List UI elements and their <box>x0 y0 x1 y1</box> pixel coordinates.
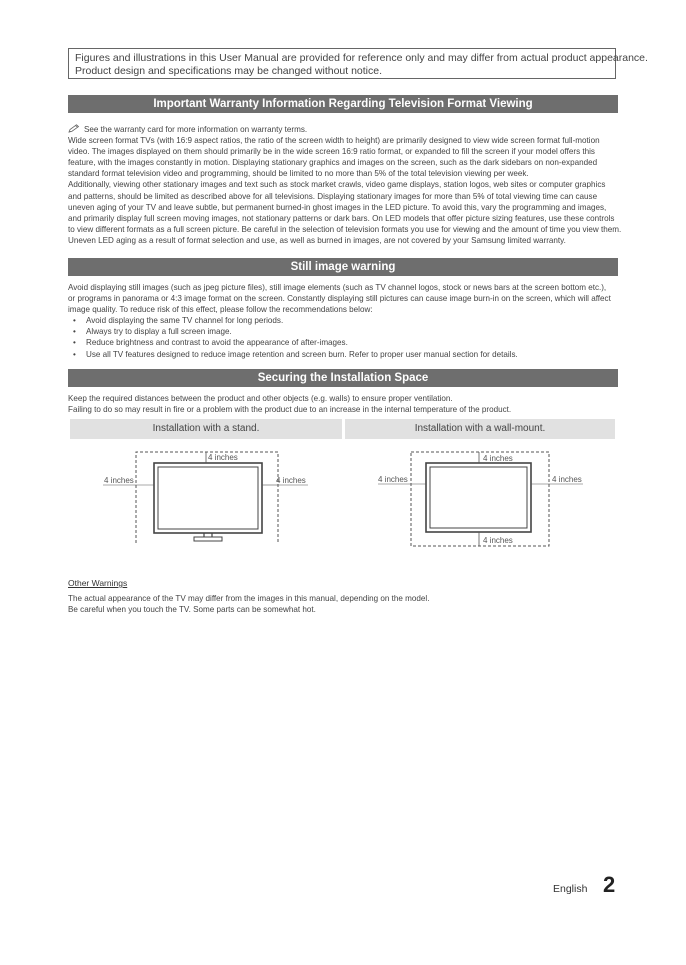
other-warning-line: Be careful when you touch the TV. Some parts can be somewhat hot. <box>68 605 316 615</box>
other-warnings-body <box>68 593 429 615</box>
warranty-line: standard format television video and programming, should be limited to no more than 5% of the total television viewing per week. <box>68 169 529 179</box>
warranty-body <box>68 124 628 246</box>
pencil-note-icon <box>68 124 80 133</box>
warranty-line: Uneven LED aging as a result of format selection and use, as well as burned in images, are not covered by your Samsung limited warranty. <box>68 235 566 245</box>
other-warning-line: The actual appearance of the TV may differ from the images in this manual, depending on the model. <box>68 594 430 603</box>
recommendation-list <box>68 315 628 359</box>
warranty-line: Additionally, viewing other stationary images and text such as stock market crawls, video game displays, station logos, web sites or computer graphics <box>68 180 606 190</box>
installation-body <box>68 393 628 415</box>
warranty-note <box>68 124 628 135</box>
footer-language: English <box>553 883 588 895</box>
tv-stand-base <box>194 537 222 541</box>
right-clearance-label: 4 inches <box>276 476 306 485</box>
list-item: • Always try to display a full screen image. <box>68 326 628 337</box>
still-image-line: or programs in panorama or 4:3 image format on the screen. Constantly displaying still pictures can cause image burn-in on the screen, which will affect <box>68 294 611 304</box>
top-clearance-label: 4 inches <box>483 454 513 463</box>
still-image-heading: Still image warning <box>68 258 618 276</box>
wall-installation-diagram <box>345 445 615 550</box>
warranty-line: uneven aging of your TV and leave subtle, but permanent burned-in ghost images in the LED picture. To avoid this, vary the programming and images, <box>68 202 607 212</box>
wall-install-header: Installation with a wall-mount. <box>345 419 615 439</box>
disclaimer-line-1: Figures and illustrations in this User Manual are provided for reference only and may differ from actual product appearance. <box>75 52 648 64</box>
warranty-line: and primarily display full screen moving images, not stationary patterns or dark bars. On LED models that offer picture sizing features, use these controls <box>68 213 615 223</box>
bottom-clearance-label: 4 inches <box>483 536 513 545</box>
list-item: • Use all TV features designed to reduce image retention and screen burn. Refer to proper user manual section for details. <box>68 349 628 360</box>
warranty-line: to view different formats as a full screen picture. Be careful in the selection of television formats you use for viewing and the amount of time you view them. <box>68 224 622 234</box>
list-item: • Reduce brightness and contrast to avoid the appearance of after-images. <box>68 337 628 348</box>
installation-heading: Securing the Installation Space <box>68 369 618 387</box>
page-number: 2 <box>603 872 616 897</box>
disclaimer-line-2: Product design and specifications may be changed without notice. <box>75 65 383 77</box>
warranty-line: and patterns, should be limited as described above for all televisions. Displaying stationary images for more than 5% of total viewing time can cause <box>68 191 598 201</box>
left-clearance-label: 4 inches <box>378 475 408 484</box>
tv-bezel <box>426 463 531 532</box>
warranty-line: feature, with the images constantly in motion. Displaying stationary graphics and images on the screen, such as the dark sidebars on non-expanded <box>68 158 598 168</box>
installation-line: Failing to do so may result in fire or a problem with the product due to an increase in the internal temperature of the product. <box>68 405 512 415</box>
warranty-line: video. The images displayed on them should primarily be in the wide screen 16:9 ratio format, or expanded to fill the screen if your model offers this <box>68 147 595 157</box>
still-image-line: image quality. To reduce risk of this effect, please follow the recommendations below: <box>68 305 373 315</box>
warranty-heading: Important Warranty Information Regarding Television Format Viewing <box>68 95 618 113</box>
other-warnings-title: Other Warnings <box>68 578 128 588</box>
list-item: • Avoid displaying the same TV channel for long periods. <box>68 315 628 326</box>
right-clearance-label: 4 inches <box>552 475 582 484</box>
disclaimer-box <box>68 48 648 79</box>
warranty-line: Wide screen format TVs (with 16:9 aspect ratios, the ratio of the screen width to height) are primarily designed to view wide screen format full-motion <box>68 136 600 146</box>
warranty-note-text: See the warranty card for more information on warranty terms. <box>84 125 308 134</box>
stand-install-header: Installation with a stand. <box>70 419 342 439</box>
tv-bezel <box>154 463 262 533</box>
installation-line: Keep the required distances between the product and other objects (e.g. walls) to ensure proper ventilation. <box>68 394 453 403</box>
still-image-line: Avoid displaying still images (such as jpeg picture files), still image elements (such as TV channel logos, stock or news bars at the screen bottom etc.), <box>68 283 607 292</box>
still-image-body <box>68 282 628 360</box>
top-clearance-label: 4 inches <box>208 453 238 462</box>
left-clearance-label: 4 inches <box>104 476 134 485</box>
stand-installation-diagram <box>70 445 342 550</box>
